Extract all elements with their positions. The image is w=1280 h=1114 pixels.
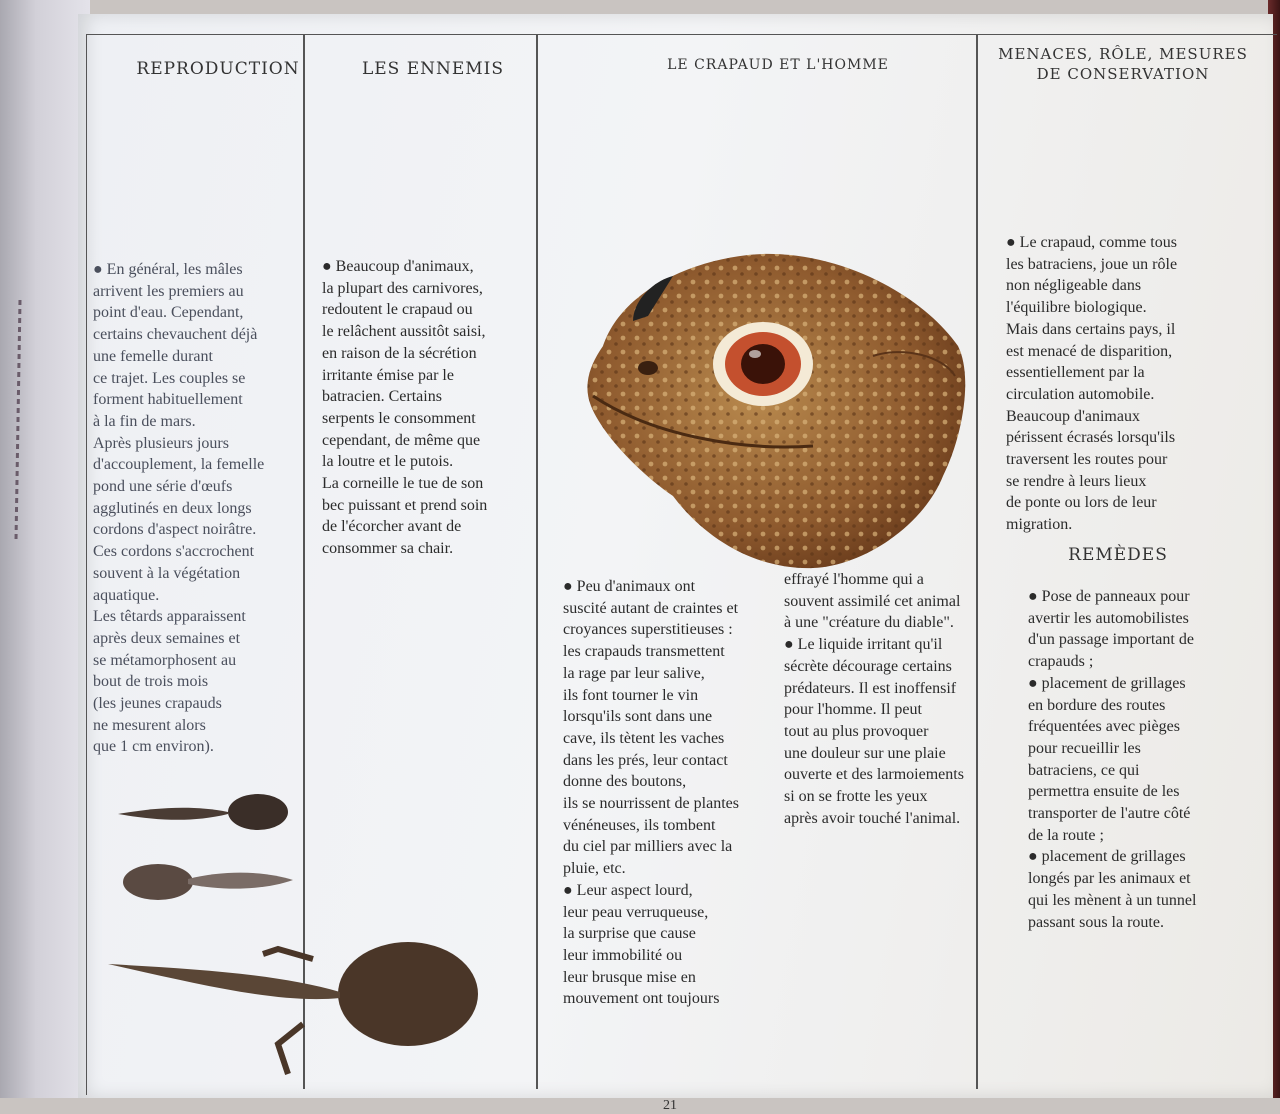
toad-head-illustration — [563, 236, 993, 576]
facing-page-edge — [0, 0, 90, 1098]
tadpole-stages-illustration — [78, 784, 498, 1084]
heading-menaces: MENACES, RÔLE, MESURES DE CONSERVATION — [998, 45, 1248, 84]
book-page — [78, 14, 1273, 1113]
crapaud-homme-text-left: ● Peu d'animaux ont suscité autant de craintes et croyances superstitieuses : les crapauds transmettent la rage par leur salive, ils font tourner le vin lorsqu'ils sont dans une cave, ils tètent les vaches dans les prés, leur contact donne des boutons, ils se nourrissent de plantes vénéneuses, ils tombent du ciel par milliers avec la pluie, etc. ● Leur aspect lourd, leur peau verruqueuse, la surprise que cause leur immobilité ou leur brusque mise en mouvement ont toujours — [563, 578, 739, 1008]
reproduction-text: ● En général, les mâles arrivent les premiers au point d'eau. Cependant, certains chevauchent déjà une femelle durant ce trajet. Les couples se forment habituellement à la fin de mars. Après plusieurs jours d'accouplement, la femelle pond une série d'œufs agglutinés en deux longs cordons d'aspect noirâtre. Ces cordons s'accrochent souvent à la végétation aquatique. Les têtards apparaissent après deux semaines et se métamorphosent au bout de trois mois (les jeunes crapauds ne mesurent alors que 1 cm environ). — [93, 261, 265, 756]
heading-crapaud-homme: LE CRAPAUD ET L'HOMME — [667, 57, 889, 73]
page-number: 21 — [663, 1098, 677, 1113]
column-divider — [536, 34, 538, 1089]
ennemis-text: ● Beaucoup d'animaux, la plupart des carnivores, redoutent le crapaud ou le relâchent aussitôt saisi, en raison de la sécrétion irritante émise par le batracien. Certains serpents le consomment cependant, de même que la loutre et le putois. La corneille le tue de son bec puissant et prend soin de l'écorcher avant de consommer sa chair. — [322, 258, 488, 558]
heading-remedes: REMÈDES — [1068, 545, 1168, 565]
crapaud-homme-text-right: effrayé l'homme qui a souvent assimilé cet animal à une "créature du diable". ● Le liquide irritant qu'il sécrète décourage certains prédateurs. Il est inoffensif pour l'homme. Il peut tout au plus provoquer une douleur sur une plaie ouverte et des larmoiements si on se frotte les yeux après avoir touché l'animal. — [784, 571, 964, 827]
heading-ennemis: LES ENNEMIS — [361, 59, 505, 79]
heading-reproduction: REPRODUCTION — [136, 59, 300, 79]
remedes-text: ● Pose de panneaux pour avertir les automobilistes d'un passage important de crapauds ; ● placement de grillages en bordure des routes fréquentées avec pièges pour recueillir les batraciens, ce qui permettra ensuite de les transporter de l'autre côté de la route ; ● placement de grillages longés par les animaux et qui les mènent à un tunnel passant sous la route. — [1028, 588, 1197, 931]
feather-decoration — [6, 300, 26, 540]
menaces-text: ● Le crapaud, comme tous les batraciens, joue un rôle non négligeable dans l'équilibre biologique. Mais dans certains pays, il est menacé de disparition, essentiellement par la circulation automobile. Beaucoup d'animaux périssent écrasés lorsqu'ils traversent les routes pour se rendre à leurs lieux de ponte ou lors de leur migration. — [1006, 234, 1178, 534]
